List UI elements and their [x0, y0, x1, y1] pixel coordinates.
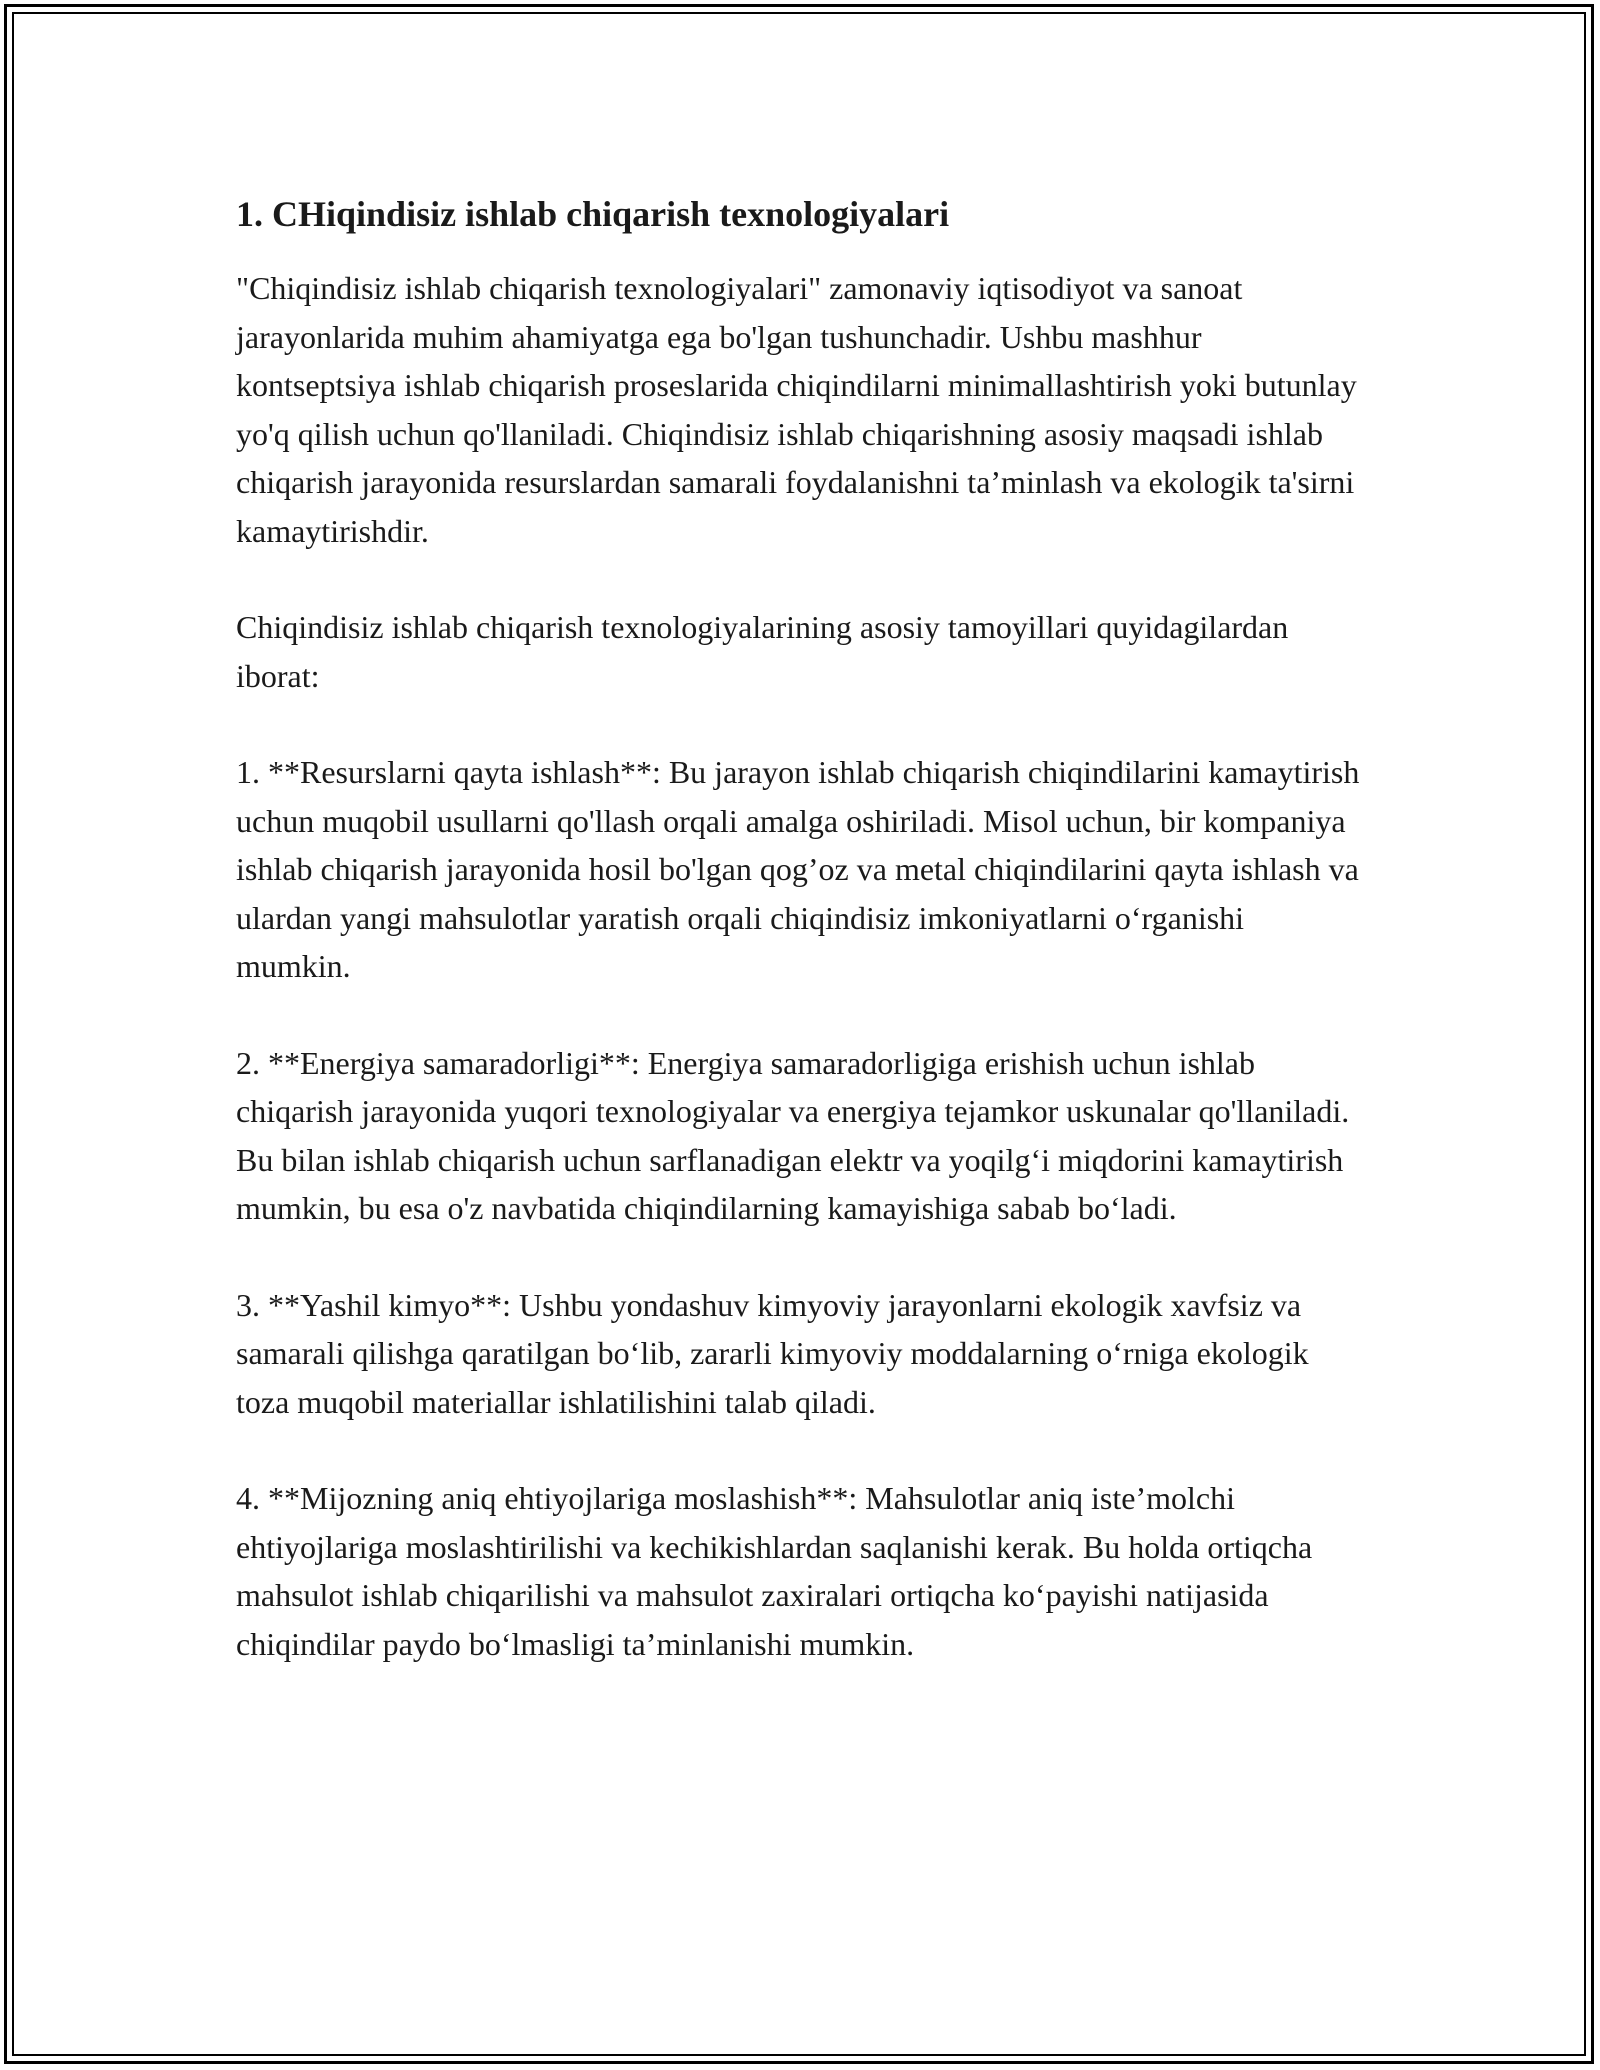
principle-1-paragraph: 1. **Resurslarni qayta ishlash**: Bu jarayon ishlab chiqarish chiqindilarini kamaytirish uchun muqobil usullarni qo'llash orqali amalga oshiriladi. Misol uchun, bir kompaniya ishlab chiqarish jarayonida hosil bo'lgan qog’oz va metal chiqindilarini qayta ishlash va ulardan yangi mahsulotlar yaratish orqali chiqindisiz imkoniyatlarni o‘rganishi mumkin. [236, 754, 1360, 984]
document-title: 1. CHiqindisiz ishlab chiqarish texnologiyalari [236, 194, 950, 234]
principle-4-paragraph: 4. **Mijozning aniq ehtiyojlariga moslashish**: Mahsulotlar aniq iste’molchi ehtiyojlariga moslashtirilishi va kechikishlardan saqlanishi kerak. Bu holda ortiqcha mahsulot ishlab chiqarilishi va mahsulot zaxiralari ortiqcha ko‘payishi natijasida chiqindilar paydo bo‘lmasligi ta’minlanishi mumkin. [236, 1480, 1313, 1662]
principle-3-paragraph: 3. **Yashil kimyo**: Ushbu yondashuv kimyoviy jarayonlarni ekologik xavfsiz va samarali qilishga qaratilgan bo‘lib, zararli kimyoviy moddalarning o‘rniga ekologik toza muqobil materiallar ishlatilishini talab qiladi. [236, 1286, 1309, 1420]
principle-2-paragraph: 2. **Energiya samaradorligi**: Energiya samaradorligiga erishish uchun ishlab chiqarish jarayonida yuqori texnologiyalar va energiya tejamkor uskunalar qo'llaniladi. Bu bilan ishlab chiqarish uchun sarflanadigan elektr va yoqilg‘i miqdorini kamaytirish mumkin, bu esa o'z navbatida chiqindilarning kamayishiga sabab bo‘ladi. [236, 1044, 1350, 1226]
document-body [236, 186, 1366, 1716]
principles-intro-paragraph: Chiqindisiz ishlab chiqarish texnologiyalarining asosiy tamoyillari quyidagilardan iborat: [236, 609, 1289, 694]
intro-paragraph: "Chiqindisiz ishlab chiqarish texnologiyalari" zamonaviy iqtisodiyot va sanoat jarayonlarida muhim ahamiyatga ega bo'lgan tushunchadir. Ushbu mashhur kontseptsiya ishlab chiqarish proseslarida chiqindilarni minimallashtirish yoki butunlay yo'q qilish uchun qo'llaniladi. Chiqindisiz ishlab chiqarishning asosiy maqsadi ishlab chiqarish jarayonida resurslardan samarali foydalanishni ta’minlash va ekologik ta'sirni kamaytirishdir. [236, 270, 1357, 549]
